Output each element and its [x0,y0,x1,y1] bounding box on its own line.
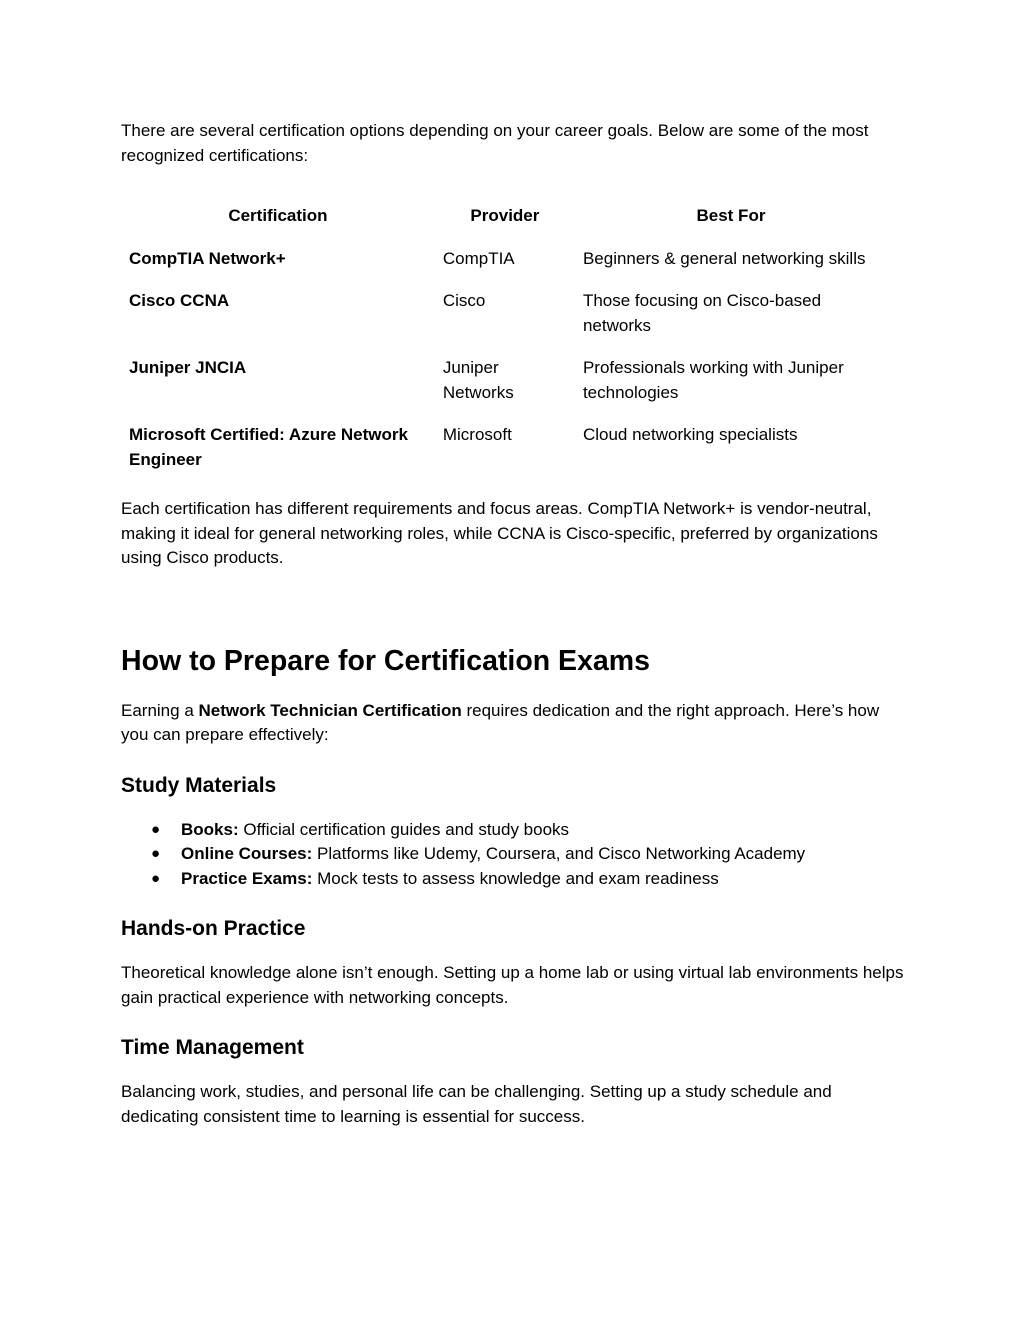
table-row [121,414,887,481]
hands-on-paragraph: Theoretical knowledge alone isn’t enough. Setting up a home lab or using virtual lab environments helps gain practical experience with networking concepts. [121,963,904,1007]
list-item [121,818,911,843]
list-item-text: Official certification guides and study books [238,819,570,839]
cell-certification: CompTIA Network+ [129,248,286,268]
table-row [121,280,887,347]
cell-certification: Microsoft Certified: Azure Network Engineer [129,425,408,469]
cell-provider: Microsoft [442,425,512,444]
subheading-study-materials: Study Materials [121,773,277,797]
prepare-intro-suffix: requires dedication and the right approach. Here’s how you can prepare effectively: [121,700,880,744]
time-management-paragraph: Balancing work, studies, and personal life can be challenging. Setting up a study schedule and dedicating consistent time to learning is essential for success. [121,1082,832,1126]
table-row [121,238,887,281]
prepare-intro-prefix: Earning a [121,700,199,720]
cell-certification: Juniper JNCIA [129,358,247,377]
bullet-icon: ● [151,820,161,838]
list-item [121,867,911,892]
cell-best-for: Those focusing on Cisco-based networks [582,291,822,335]
list-item [121,842,911,867]
cell-best-for: Beginners & general networking skills [582,248,866,268]
cell-provider: Juniper Networks [442,358,514,402]
study-materials-list [121,818,911,892]
cell-provider: CompTIA [442,248,515,268]
section-heading-prepare: How to Prepare for Certification Exams [121,644,650,677]
bullet-icon: ● [151,845,161,862]
header-best-for: Best For [696,206,766,225]
table-header-row [121,196,887,238]
cell-certification: Cisco CCNA [129,291,230,310]
header-provider: Provider [470,206,540,225]
list-item-label: Books: [181,819,239,839]
list-item-text: Mock tests to assess knowledge and exam readiness [312,868,719,888]
document-page [121,119,911,1129]
intro-paragraph: There are several certification options depending on your career goals. Below are some of the most recognized certifications: [121,121,869,165]
list-item-label: Online Courses: [181,844,313,863]
subheading-hands-on-practice: Hands-on Practice [121,917,306,940]
cell-best-for: Cloud networking specialists [582,425,798,444]
list-item-text: Platforms like Udemy, Coursera, and Cisco Networking Academy [312,844,806,863]
table-row [121,347,887,414]
list-item-label: Practice Exams: [181,868,313,888]
header-certification: Certification [228,206,328,225]
subheading-time-management: Time Management [121,1036,304,1059]
comparison-paragraph: Each certification has different requirements and focus areas. CompTIA Network+ is vendor-neutral, making it ideal for general networking roles, while CCNA is Cisco-specific, preferred by organizations using Cisco products. [121,499,878,567]
cell-best-for: Professionals working with Juniper technologies [582,358,844,402]
bullet-icon: ● [151,869,161,887]
cell-provider: Cisco [442,291,486,310]
prepare-intro-paragraph [121,699,911,748]
certification-table [121,196,887,481]
prepare-intro-bold: Network Technician Certification [198,700,462,720]
